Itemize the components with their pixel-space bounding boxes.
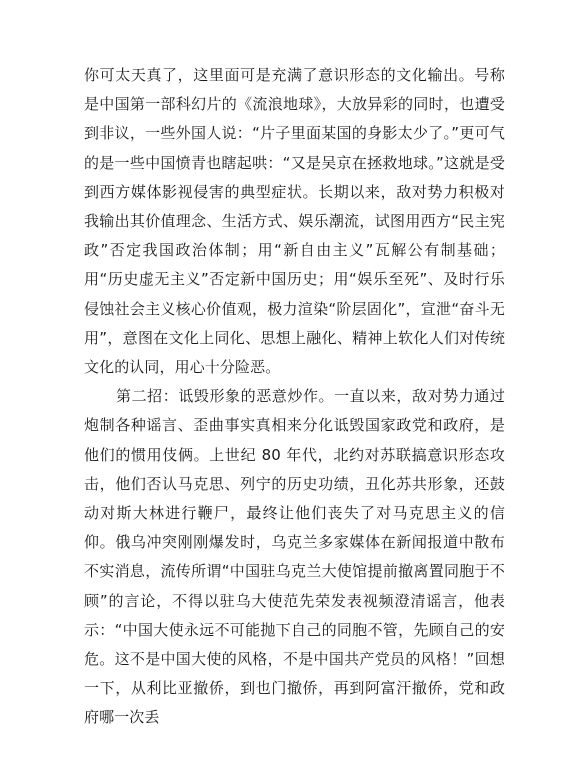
paragraph-2: 第二招：诋毁形象的恶意炒作。一直以来，敌对势力通过炮制各种谣言、歪曲事实真相来分化诋毁国家政党和政府，是他们的惯用伎俩。上世纪 80 年代，北约对苏联搞意识形态攻击，他们否认马克思、列宁的历史功绩，丑化苏共形象，还鼓动对斯大林进行鞭尸，最终让他们丧失了对马克思主义的信仰。俄乌冲突刚刚爆发时，乌克兰多家媒体在新闻报道中散布不实消息，流传所谓“中国驻乌克兰大使馆提前撤离置同胞于不顾”的言论，不得以驻乌大使范先荣发表视频澄清谣言，他表示：“中国大使永远不可能抛下自己的同胞不管，先顾自己的安危。这不是中国大使的风格，不是中国共产党员的风格！”回想一下，从利比亚撤侨，到也门撤侨，再到阿富汗撤侨，党和政府哪一次丢 <box>84 387 505 727</box>
body-text <box>84 61 505 733</box>
paragraph-1: 你可太天真了，这里面可是充满了意识形态的文化输出。号称是中国第一部科幻片的《流浪地球》，大放异彩的同时，也遭受到非议，一些外国人说：“片子里面某国的身影太少了。”更可气的是一些中国愤青也瞎起哄：“又是吴京在拯救地球。”这就是受到西方媒体影视侵害的典型症状。长期以来，敌对势力积极对我输出其价值理念、生活方式、娱乐潮流，试图用西方“民主宪政”否定我国政治体制；用“新自由主义”瓦解公有制基础；用“历史虚无主义”否定新中国历史；用“娱乐至死”、及时行乐侵蚀社会主义核心价值观，极力渲染“阶层固化”，宣泄“奋斗无用”，意图在文化上同化、思想上融化、精神上软化人们对传统文化的认同，用心十分险恶。 <box>84 66 505 377</box>
